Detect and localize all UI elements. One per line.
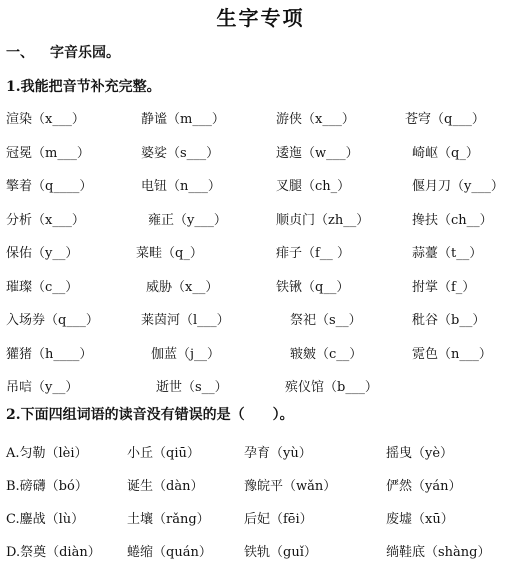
option-row <box>0 475 521 495</box>
word-item: 秕谷（b__） <box>412 313 486 328</box>
word-item: 拊掌（f_） <box>412 279 476 295</box>
word-item: 搀扶（ch__） <box>412 212 493 228</box>
word-item: 顺贞门（zh__） <box>276 212 370 228</box>
question-1: 1.我能把音节补充完整。 <box>6 79 161 95</box>
option-word: 后妃（fēi） <box>244 512 313 527</box>
option-word: 摇曳（yè） <box>386 446 454 461</box>
option-word: 诞生（dàn） <box>127 479 204 494</box>
word-item: 静谧（m___） <box>141 112 225 127</box>
word-item: 吊唁（y__） <box>6 380 79 395</box>
option-word: 铁轨（guǐ） <box>244 545 317 560</box>
word-item: 皲皴（c__） <box>290 346 363 362</box>
word-item: 渲染（x___） <box>6 112 85 127</box>
word-item: 铁锹（q__） <box>276 279 350 295</box>
question-2: 2.下面四组词语的读音没有错误的是（ ）。 <box>6 407 294 423</box>
grid-row <box>0 108 521 128</box>
word-item: 冠冕（m___） <box>6 145 90 161</box>
option-row <box>0 508 521 528</box>
word-item: 逶迤（w___） <box>276 145 359 161</box>
word-item: 保佑（y__） <box>6 246 79 261</box>
grid-row <box>0 175 521 195</box>
word-item: 偃月刀（y___） <box>412 179 504 194</box>
word-item: 威胁（x__） <box>146 279 219 295</box>
word-item: 叉腿（ch_） <box>276 179 351 194</box>
option-row <box>0 541 521 561</box>
option-word: 豫皖平（wǎn） <box>244 479 337 494</box>
word-item: 电钮（n___） <box>141 179 221 194</box>
word-item: 殡仪馆（b___） <box>285 380 378 395</box>
grid-row <box>0 142 521 162</box>
word-item: 雍正（y___） <box>148 212 227 228</box>
grid-row <box>0 242 521 262</box>
option-row <box>0 442 521 462</box>
word-item: 菜畦（q_） <box>136 246 203 261</box>
section-heading <box>6 42 120 62</box>
grid-row <box>0 276 521 296</box>
option-word: 废墟（xū） <box>386 512 454 527</box>
word-item: 莱茵河（l___） <box>141 313 230 328</box>
word-item: 璀璨（c__） <box>6 279 79 295</box>
option-word: 蜷缩（quán） <box>127 545 212 560</box>
option-label-word: C.鏖战（lù） <box>6 512 85 527</box>
word-item: 獾猪（h____） <box>6 346 93 362</box>
word-item: 祭祀（s__） <box>290 313 362 328</box>
option-label-word: B.磅礴（bó） <box>6 479 88 494</box>
grid-row <box>0 309 521 329</box>
word-item: 婆娑（s___） <box>141 145 220 161</box>
grid-row <box>0 376 521 396</box>
page-title: 生字专项 <box>216 6 305 30</box>
word-item: 苍穹（q___） <box>405 112 485 127</box>
option-word: 小丘（qiū） <box>127 446 200 461</box>
word-item: 擎着（q____） <box>6 179 93 194</box>
word-item: 逝世（s__） <box>156 380 228 395</box>
option-word: 俨然（yán） <box>386 479 462 494</box>
word-item: 分析（x___） <box>6 212 85 228</box>
option-word: 孕育（yù） <box>244 446 312 461</box>
word-item: 霓色（n___） <box>412 346 492 362</box>
word-item: 伽蓝（j__） <box>151 346 221 362</box>
option-word: 土壤（rǎng） <box>127 512 210 527</box>
section-label: 字音乐园。 <box>50 45 120 61</box>
section-number: 一、 <box>6 45 34 61</box>
option-label-word: D.祭奠（diàn） <box>6 545 101 560</box>
option-label-word: A.匀勒（lèi） <box>6 446 88 461</box>
word-item: 崎岖（q_） <box>412 145 479 161</box>
grid-row <box>0 343 521 363</box>
grid-row <box>0 209 521 229</box>
option-word: 绱鞋底（shàng） <box>386 545 491 560</box>
word-item: 游侠（x___） <box>276 112 355 127</box>
word-item: 入场券（q___） <box>6 313 99 328</box>
word-item: 蒜薹（t__） <box>412 246 483 261</box>
word-item: 痱子（f__ ） <box>276 246 350 261</box>
